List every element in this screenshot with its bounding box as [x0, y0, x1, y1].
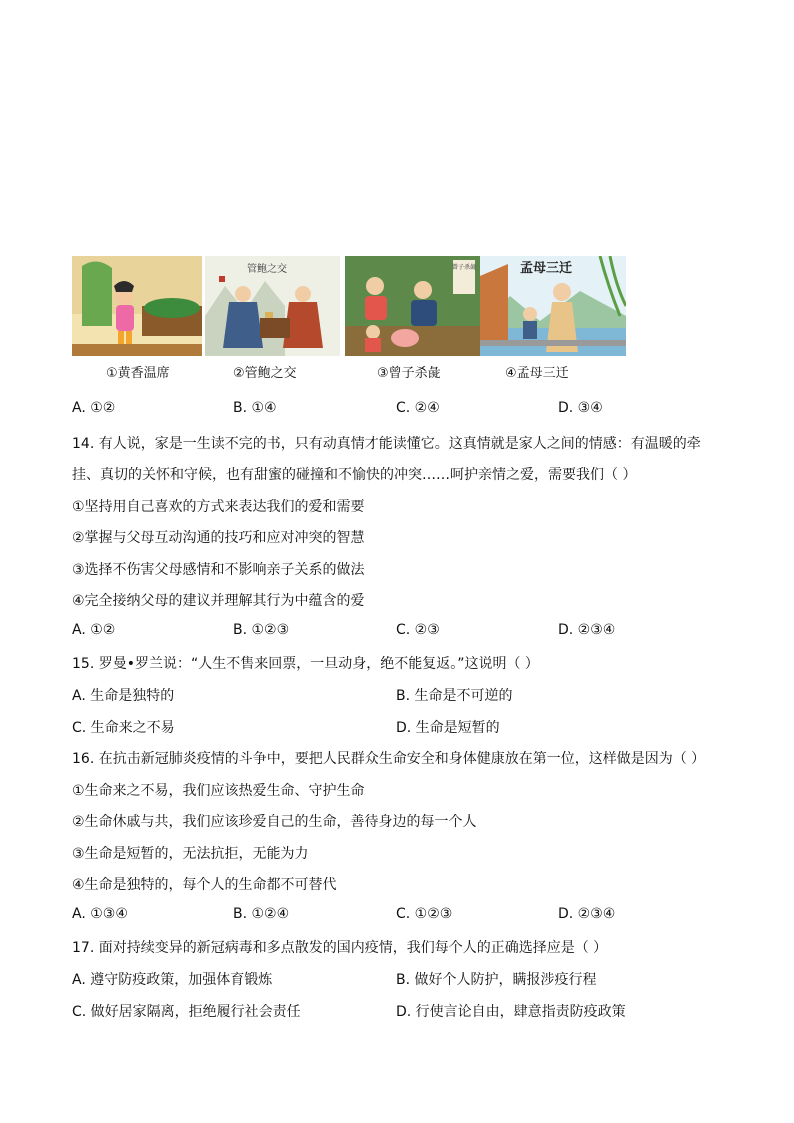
q16-option-c: C. ①②③ — [396, 906, 453, 922]
picture-caption-4: ④孟母三迁 — [505, 366, 569, 381]
q17-stem: 17. 面对持续变异的新冠病毒和多点散发的国内疫情，我们每个人的正确选择应是（ ） — [72, 940, 608, 956]
q16-option-d: D. ②③④ — [558, 906, 616, 922]
q17-option-c: C. 做好居家隔离，拒绝履行社会责任 — [72, 1004, 301, 1020]
huang-xiang-picture — [72, 256, 202, 356]
q17-option-b: B. 做好个人防护，瞒报涉疫行程 — [396, 972, 597, 988]
q16-stem: 16. 在抗击新冠肺炎疫情的斗争中，要把人民群众生命安全和身体健康放在第一位，这样做是因为（ ） — [72, 751, 706, 767]
q14-item-3: ③选择不伤害父母感情和不影响亲子关系的做法 — [72, 562, 365, 578]
q16-item-1: ①生命来之不易，我们应该热爱生命、守护生命 — [72, 783, 365, 799]
q16-item-3: ③生命是短暂的，无法抗拒，无能为力 — [72, 846, 309, 862]
q15-option-c: C. 生命来之不易 — [72, 720, 175, 736]
story-pictures — [72, 256, 632, 386]
q14-stem-line2: 挂、真切的关怀和守候，也有甜蜜的碰撞和不愉快的冲突……呵护亲情之爱，需要我们（ ） — [72, 467, 637, 483]
picture-caption-3: ③曾子杀彘 — [377, 366, 441, 381]
q16-item-2: ②生命休戚与共，我们应该珍爱自己的生命，善待身边的每一个人 — [72, 814, 477, 830]
q15-option-d: D. 生命是短暂的 — [396, 720, 500, 736]
q13-option-a: A. ①② — [72, 400, 116, 416]
q14-option-a: A. ①② — [72, 622, 116, 638]
q14-option-d: D. ②③④ — [558, 622, 616, 638]
q17-option-d: D. 行使言论自由，肆意指责防疫政策 — [396, 1004, 626, 1020]
q15-stem: 15. 罗曼•罗兰说：“人生不售来回票，一旦动身，绝不能复返。”这说明（ ） — [72, 656, 539, 672]
q14-option-b: B. ①②③ — [233, 622, 290, 638]
q14-stem-line1: 14. 有人说，家是一生读不完的书，只有动真情才能读懂它。这真情就是家人之间的情感：有温暖的牵 — [72, 436, 701, 452]
meng-mu-inner-title: 孟母三迁 — [520, 260, 573, 275]
zeng-zi-picture — [345, 256, 480, 356]
meng-mu-picture — [480, 256, 626, 356]
zeng-zi-inner-title: 曾子杀彘 — [451, 265, 477, 271]
q14-item-1: ①坚持用自己喜欢的方式来表达我们的爱和需要 — [72, 499, 365, 515]
q15-option-b: B. 生命是不可逆的 — [396, 688, 513, 704]
q14-item-4: ④完全接纳父母的建议并理解其行为中蕴含的爱 — [72, 593, 365, 609]
q15-option-a: A. 生命是独特的 — [72, 688, 175, 704]
q13-option-b: B. ①④ — [233, 400, 277, 416]
q16-item-4: ④生命是独特的，每个人的生命都不可替代 — [72, 877, 337, 893]
q13-option-c: C. ②④ — [396, 400, 440, 416]
q16-option-b: B. ①②④ — [233, 906, 290, 922]
q14-item-2: ②掌握与父母互动沟通的技巧和应对冲突的智慧 — [72, 530, 365, 546]
q14-option-c: C. ②③ — [396, 622, 440, 638]
picture-caption-2: ②管鲍之交 — [233, 366, 297, 381]
guan-bao-picture — [205, 256, 340, 356]
q16-option-a: A. ①③④ — [72, 906, 128, 922]
q13-option-d: D. ③④ — [558, 400, 603, 416]
guan-bao-inner-title: 管鲍之交 — [247, 264, 287, 275]
q17-option-a: A. 遵守防疫政策，加强体育锻炼 — [72, 972, 273, 988]
picture-caption-1: ①黄香温席 — [106, 366, 170, 381]
